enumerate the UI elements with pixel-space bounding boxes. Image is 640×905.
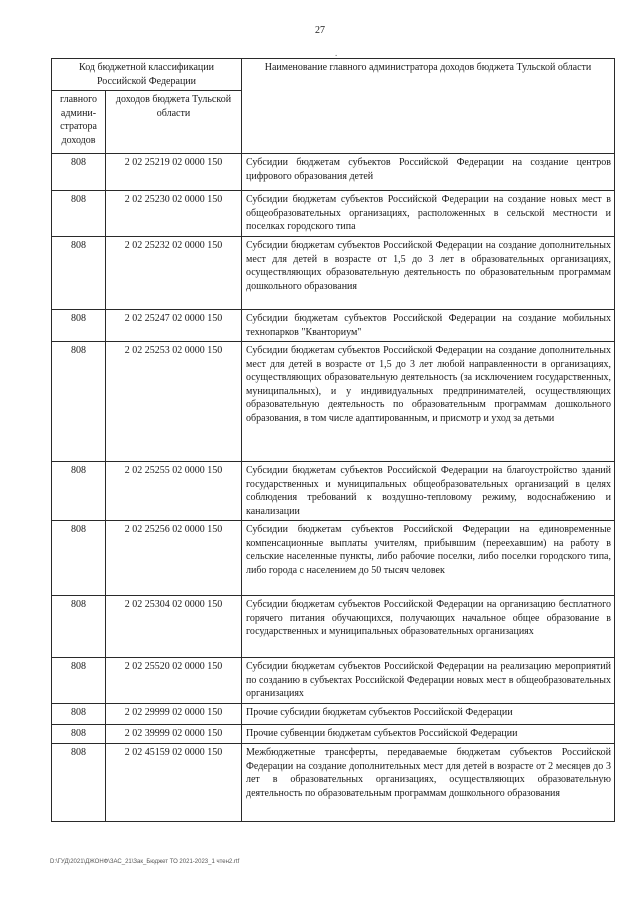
table-row	[52, 521, 615, 596]
revenue-name-cell: Межбюджетные трансферты, передаваемые бюджетам субъектов Российской Федерации на создание дополнительных мест для детей в возрасте от 2 месяцев до 3 лет в образовательных организациях, осуществляющих образовательную деятельность по образовательным программам дошкольного образования	[242, 744, 615, 822]
table-row	[52, 462, 615, 521]
revenue-code-cell: 2 02 25255 02 0000 150	[106, 462, 242, 521]
revenue-name-cell: Субсидии бюджетам субъектов Российской Федерации на создание дополнительных мест для детей в возрасте от 1,5 до 3 лет любой направленности в организациях, осуществляющих образовательную деятельность (за исключением государственных, муниципальных), и у индивидуальных предпринимателей, осуществляющих образовательную деятельность по образовательным программам дошкольного образования, в том числе адаптированным, и присмотр и уход за детьми	[242, 342, 615, 462]
revenue-code-cell: 2 02 25230 02 0000 150	[106, 191, 242, 237]
revenue-name-cell: Прочие субвенции бюджетам субъектов Российской Федерации	[242, 725, 615, 744]
revenue-name-cell: Субсидии бюджетам субъектов Российской Федерации на создание новых мест в общеобразовательных организациях, расположенных в сельской местности и поселках городского типа	[242, 191, 615, 237]
budget-classification-table	[51, 58, 615, 822]
revenue-code-cell: 2 02 25520 02 0000 150	[106, 658, 242, 704]
revenue-code-cell: 2 02 25256 02 0000 150	[106, 521, 242, 596]
revenue-name-cell: Субсидии бюджетам субъектов Российской Федерации на организацию бесплатного горячего питания обучающихся, получающих начальное общее образование в государственных и муниципальных образовательных организациях	[242, 596, 615, 658]
admin-code-cell: 808	[52, 596, 106, 658]
table-row	[52, 154, 615, 191]
revenue-code-cell: 2 02 25219 02 0000 150	[106, 154, 242, 191]
page-mark: .	[335, 48, 338, 58]
admin-code-cell: 808	[52, 725, 106, 744]
revenue-name-cell: Субсидии бюджетам субъектов Российской Федерации на благоустройство зданий государственных и муниципальных общеобразовательных организаций в целях соблюдения требований к воздушно-тепловому режиму, водоснабжению и канализации	[242, 462, 615, 521]
table-row	[52, 725, 615, 744]
admin-code-cell: 808	[52, 704, 106, 725]
revenue-name-cell: Субсидии бюджетам субъектов Российской Федерации на единовременные компенсационные выплаты учителям, прибывшим (переехавшим) на работу в сельские населенные пункты, либо рабочие поселки, либо поселки городского типа, либо города с населением до 50 тысяч человек	[242, 521, 615, 596]
admin-code-cell: 808	[52, 744, 106, 822]
revenue-name-cell: Субсидии бюджетам субъектов Российской Федерации на создание дополнительных мест для детей в возрасте от 1,5 до 3 лет в образовательных организациях, осуществляющих образовательную деятельность по образовательным программам дошкольного образования	[242, 237, 615, 310]
revenue-name-cell: Субсидии бюджетам субъектов Российской Федерации на реализацию мероприятий по созданию в субъектах Российской Федерации новых мест в общеобразовательных организациях	[242, 658, 615, 704]
admin-code-cell: 808	[52, 658, 106, 704]
revenue-code-cell: 2 02 25232 02 0000 150	[106, 237, 242, 310]
admin-code-cell: 808	[52, 154, 106, 191]
table-row	[52, 310, 615, 342]
revenue-name-cell: Субсидии бюджетам субъектов Российской Федерации на создание мобильных технопарков "Кванториум"	[242, 310, 615, 342]
revenue-code-cell: 2 02 45159 02 0000 150	[106, 744, 242, 822]
admin-code-cell: 808	[52, 342, 106, 462]
table-row	[52, 342, 615, 462]
table-row	[52, 191, 615, 237]
revenue-code-cell: 2 02 29999 02 0000 150	[106, 704, 242, 725]
header-name-group: Наименование главного администратора доходов бюджета Тульской области	[242, 59, 615, 154]
header-code-group: Код бюджетной классификации Российской Федерации	[52, 59, 242, 91]
table-row	[52, 704, 615, 725]
footer-file-path: D:\ГУД\2021\ДЖОНФ\ЗАС_21\Зак_Бюджет ТО 2021-2023_1 чтен2.rtf	[50, 859, 240, 865]
table-row	[52, 744, 615, 822]
revenue-code-cell: 2 02 25253 02 0000 150	[106, 342, 242, 462]
admin-code-cell: 808	[52, 521, 106, 596]
admin-code-cell: 808	[52, 237, 106, 310]
table-row	[52, 596, 615, 658]
revenue-code-cell: 2 02 25247 02 0000 150	[106, 310, 242, 342]
admin-code-cell: 808	[52, 310, 106, 342]
table-row	[52, 237, 615, 310]
page-number: 27	[315, 25, 325, 36]
revenue-name-cell: Субсидии бюджетам субъектов Российской Федерации на создание центров цифрового образования детей	[242, 154, 615, 191]
table-row	[52, 658, 615, 704]
admin-code-cell: 808	[52, 191, 106, 237]
header-revenue: доходов бюджета Тульской области	[106, 91, 242, 154]
admin-code-cell: 808	[52, 462, 106, 521]
revenue-name-cell: Прочие субсидии бюджетам субъектов Российской Федерации	[242, 704, 615, 725]
revenue-code-cell: 2 02 39999 02 0000 150	[106, 725, 242, 744]
header-admin: главного админи-стратора доходов	[52, 91, 106, 154]
revenue-code-cell: 2 02 25304 02 0000 150	[106, 596, 242, 658]
